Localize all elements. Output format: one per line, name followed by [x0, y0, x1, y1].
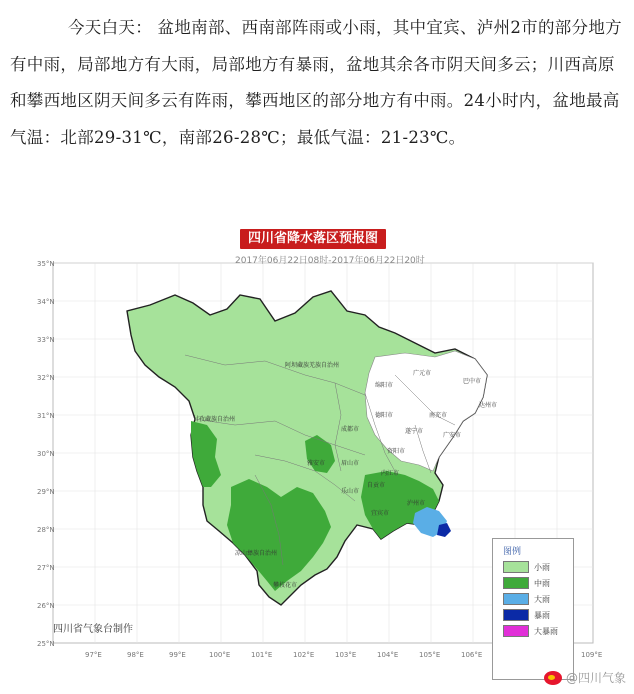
svg-text:26°N: 26°N — [37, 602, 55, 610]
legend-swatch — [503, 609, 529, 621]
legend-item-moderate-rain — [503, 577, 573, 589]
legend-label: 中雨 — [534, 578, 550, 588]
weibo-watermark — [544, 669, 626, 686]
svg-text:103°E: 103°E — [335, 651, 357, 659]
city-label-mianyang: 绵阳市 — [375, 382, 394, 389]
svg-text:99°E: 99°E — [169, 651, 186, 659]
svg-text:32°N: 32°N — [37, 374, 55, 382]
city-label-liangshan: 凉山彝族自治州 — [235, 550, 278, 557]
city-label-ganzi: 甘孜藏族自治州 — [193, 416, 236, 423]
legend-swatch — [503, 593, 529, 605]
svg-text:100°E: 100°E — [209, 651, 231, 659]
city-label-ziyang: 资阳市 — [387, 448, 406, 455]
city-label-neijiang: 内江市 — [381, 470, 400, 477]
article — [10, 10, 624, 156]
svg-text:34°N: 34°N — [37, 298, 55, 306]
legend-label: 大雨 — [534, 594, 550, 604]
svg-text:29°N: 29°N — [37, 488, 55, 496]
svg-text:31°N: 31°N — [37, 412, 55, 420]
svg-text:35°N: 35°N — [37, 260, 55, 268]
city-label-yibin: 宜宾市 — [371, 510, 390, 517]
svg-text:27°N: 27°N — [37, 564, 55, 572]
svg-text:98°E: 98°E — [127, 651, 144, 659]
legend-item-heavy-rain — [503, 593, 573, 605]
legend-swatch — [503, 577, 529, 589]
legend-item-rainstorm — [503, 609, 573, 621]
map-legend — [492, 538, 574, 680]
map-title: 四川省降水落区预报图 — [240, 229, 386, 249]
watermark-text: @四川气象 — [565, 671, 626, 685]
svg-text:102°E: 102°E — [293, 651, 315, 659]
legend-label: 小雨 — [534, 562, 550, 572]
weibo-logo-icon — [544, 671, 562, 685]
svg-text:30°N: 30°N — [37, 450, 55, 458]
forecast-text: 今天白天： 盆地南部、西南部阵雨或小雨，其中宜宾、泸州2市的部分地方有中雨，局部地方有大雨，局部地方有暴雨，盆地其余各市阴天间多云；川西高原和攀西地区阴天间多云有阵雨，攀西地区的部分地方有中雨。24小时内，盆地最高气温：北部29-31℃，南部26-28℃；最低气温：21-23℃。 — [10, 18, 622, 147]
city-label-nanchong: 南充市 — [429, 412, 448, 419]
svg-text:105°E: 105°E — [419, 651, 441, 659]
legend-label: 大暴雨 — [534, 626, 558, 636]
latitude-labels — [37, 260, 55, 648]
map-subtitle: 2017年06月22日08时-2017年06月22日20时 — [235, 256, 425, 266]
svg-text:28°N: 28°N — [37, 526, 55, 534]
city-label-dazhou: 达州市 — [479, 402, 498, 409]
city-label-chengdu: 成都市 — [341, 426, 360, 433]
city-label-meishan: 眉山市 — [341, 460, 360, 467]
city-label-panzhihua: 攀枝花市 — [273, 582, 298, 589]
legend-swatch — [503, 625, 529, 637]
legend-item-heavy-rainstorm — [503, 625, 573, 637]
svg-text:33°N: 33°N — [37, 336, 55, 344]
city-label-deyang: 德阳市 — [375, 412, 394, 419]
city-label-bazhong: 巴中市 — [463, 378, 482, 385]
legend-title: 图例 — [503, 547, 522, 557]
city-label-aba: 阿坝藏族羌族自治州 — [285, 362, 340, 369]
svg-text:104°E: 104°E — [377, 651, 399, 659]
city-label-luzhou: 泸州市 — [407, 500, 426, 507]
agency-label: 四川省气象台制作 — [53, 624, 133, 635]
city-label-leshan: 乐山市 — [341, 488, 360, 495]
svg-text:106°E: 106°E — [461, 651, 483, 659]
forecast-paragraph — [10, 10, 624, 156]
legend-label: 暴雨 — [534, 610, 550, 620]
legend-item-light-rain — [503, 561, 573, 573]
city-label-guangan: 广安市 — [443, 432, 462, 439]
city-label-suining: 遂宁市 — [405, 428, 424, 435]
city-label-zigong: 自贡市 — [367, 482, 386, 489]
svg-text:97°E: 97°E — [85, 651, 102, 659]
city-label-guangyuan: 广元市 — [413, 370, 432, 377]
legend-swatch — [503, 561, 529, 573]
svg-text:25°N: 25°N — [37, 640, 55, 648]
city-label-yaan: 雅安市 — [307, 460, 326, 467]
svg-text:101°E: 101°E — [251, 651, 273, 659]
svg-text:109°E: 109°E — [581, 651, 603, 659]
precipitation-map — [35, 225, 609, 690]
